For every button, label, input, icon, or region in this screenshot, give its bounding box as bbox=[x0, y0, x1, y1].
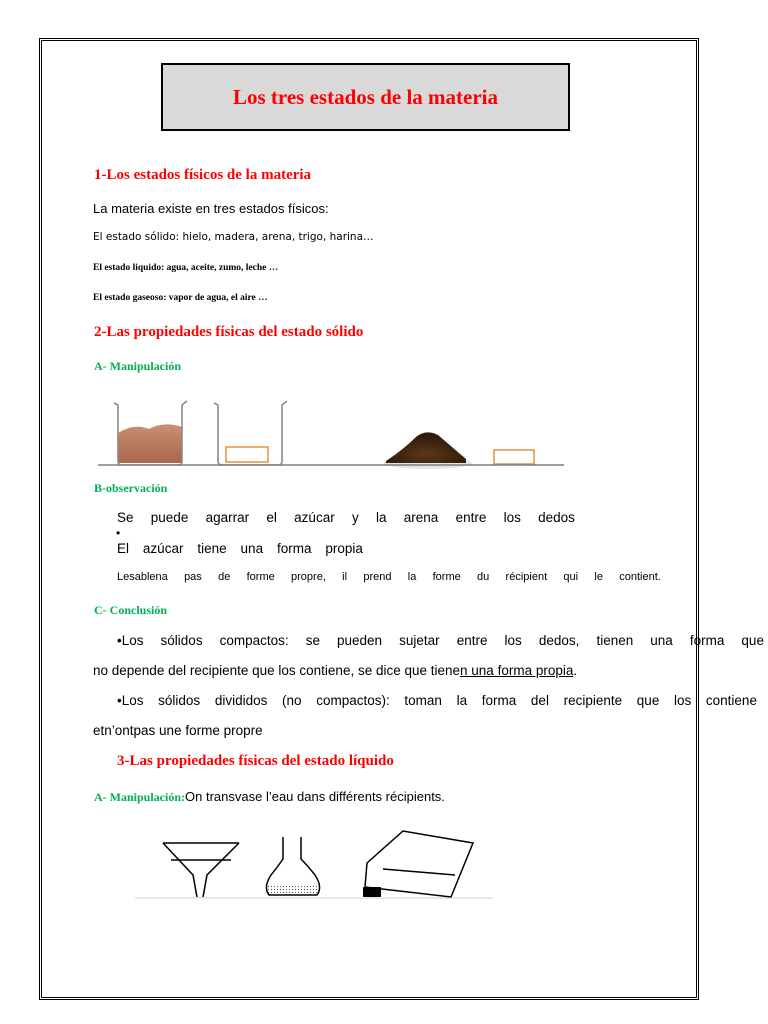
section3-heading: 3-Las propiedades físicas del estado líquido bbox=[117, 753, 394, 769]
section2-heading: 2-Las propiedades físicas del estado sólido bbox=[94, 324, 364, 340]
title-box bbox=[161, 63, 570, 131]
solid-block bbox=[494, 450, 534, 464]
sand-pile bbox=[386, 432, 466, 463]
observation-line-3: Lesablena pas de forme propre, il prend la forme du récipient qui le contient. bbox=[117, 571, 661, 583]
bullet-mark: • bbox=[116, 526, 121, 540]
liquid-manipulation-illustration bbox=[135, 825, 495, 905]
liquid-manipulation-line: A- Manipulación:On transvase l’eau dans différents récipients. bbox=[94, 789, 445, 804]
gas-state-line: El estado gaseoso: vapor de agua, el aire … bbox=[93, 293, 268, 303]
observation-line-1: Se puede agarrar el azúcar y la arena entre los dedos bbox=[117, 510, 575, 525]
conclusion-line-1: •Los sólidos compactos: se pueden sujetar entre los dedos, tienen una forma que bbox=[117, 633, 764, 648]
page-title: Los tres estados de la materia bbox=[233, 84, 498, 109]
section1-heading: 1-Los estados físicos de la materia bbox=[94, 167, 312, 183]
beaker-2 bbox=[214, 401, 287, 465]
solid-manipulation-illustration bbox=[94, 395, 569, 480]
manipulation-heading: A- Manipulación bbox=[94, 359, 182, 373]
support-block bbox=[363, 887, 381, 897]
liquid-state-line: El estado liquido: agua, aceite, zumo, leche … bbox=[93, 263, 279, 273]
tilted-beaker bbox=[363, 831, 473, 897]
conclusion-line-3: •Los sólidos divididos (no compactos): toman la forma del recipiente que los contiene bbox=[117, 693, 757, 708]
observation-line-2: El azúcar tiene una forma propia bbox=[117, 541, 363, 556]
solid-block-in-beaker bbox=[226, 447, 268, 462]
conclusion-line-4: etn’ontpas une forme propre bbox=[93, 723, 263, 738]
observation-heading: B-observación bbox=[94, 481, 168, 495]
conical-glass bbox=[163, 843, 239, 897]
conclusion-line-2: no depende del recipiente que los contiene, se dice que tienen una forma propia. bbox=[93, 663, 578, 678]
erlenmeyer-flask bbox=[266, 837, 319, 895]
section1-intro: La materia existe en tres estados físicos: bbox=[93, 201, 329, 216]
solid-state-line: El estado sólido: hielo, madera, arena, trigo, harina… bbox=[93, 231, 374, 243]
sand bbox=[118, 424, 182, 463]
conclusion-heading: C- Conclusión bbox=[94, 603, 168, 617]
